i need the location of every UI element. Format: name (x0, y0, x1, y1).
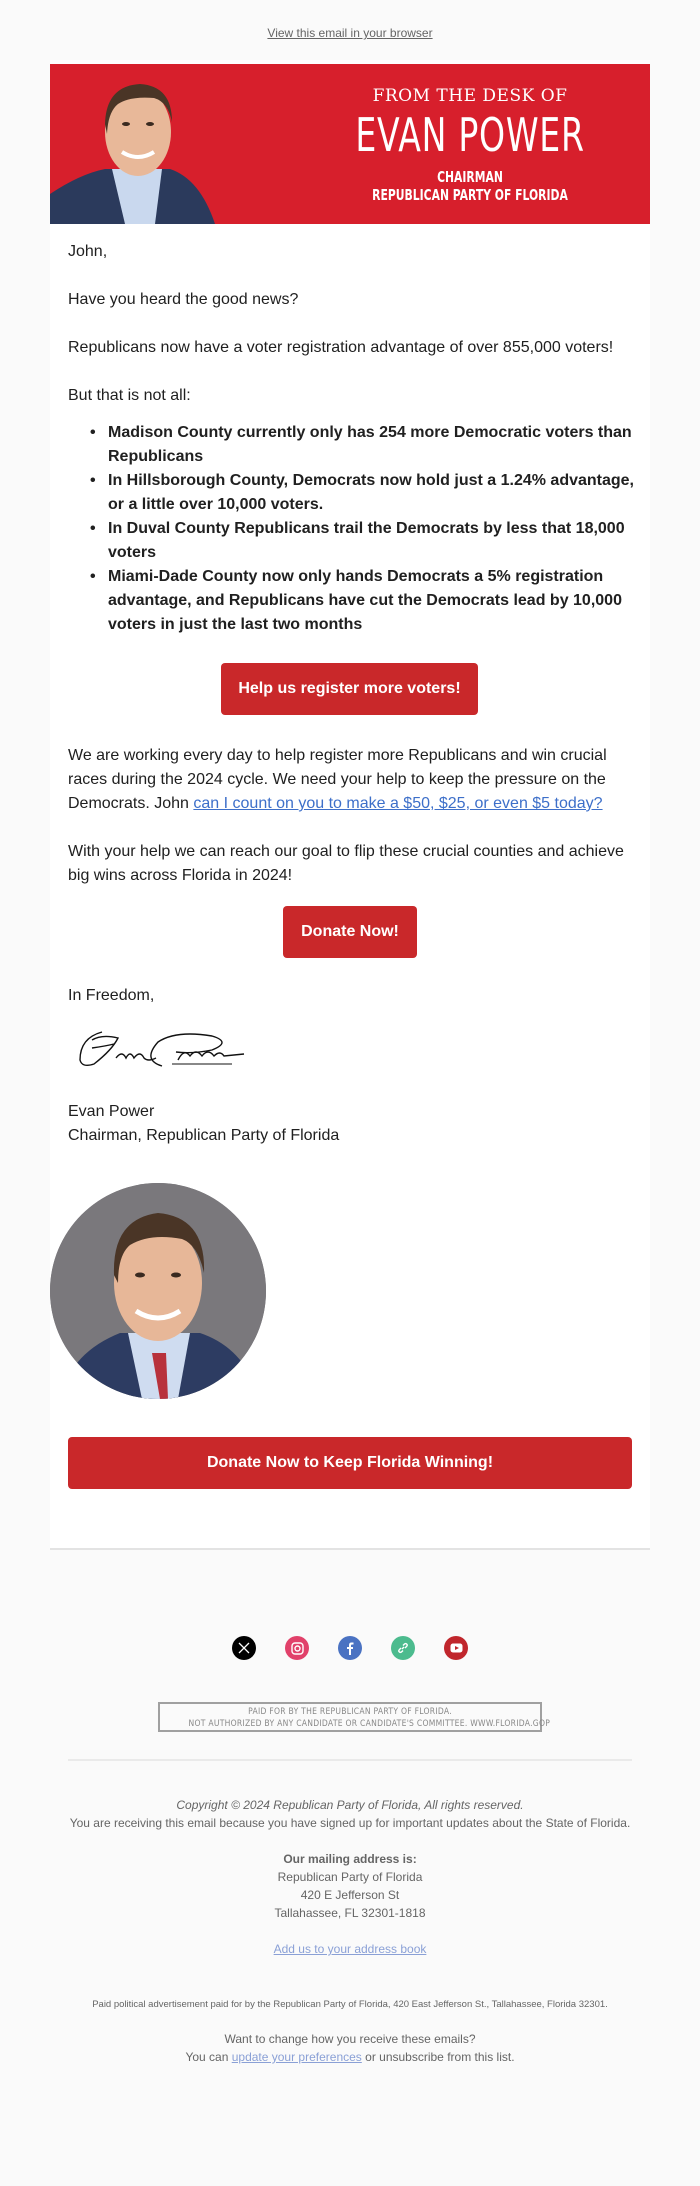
address-org: Republican Party of Florida (277, 1870, 423, 1884)
address-city: Tallahassee, FL 32301-1818 (274, 1906, 426, 1920)
list-item: • Miami-Dade County now only hands Democrats a 5% registration advantage, and Republicans have cut the Democrats lead by 10,000 voters in just the last two months (68, 565, 638, 637)
view-in-browser-link[interactable]: View this email in your browser (267, 26, 433, 40)
donate-keep-florida-winning-button[interactable]: Donate Now to Keep Florida Winning! (68, 1437, 632, 1489)
banner-org: REPUBLICAN PARTY OF FLORIDA (372, 186, 568, 204)
paragraph-2: Republicans now have a voter registration advantage of over 855,000 voters! (68, 339, 614, 356)
copyright: Copyright © 2024 Republican Party of Florida, All rights reserved. (176, 1798, 524, 1812)
signer-name: Evan Power (68, 1103, 155, 1120)
x-twitter-icon[interactable] (232, 1636, 256, 1660)
paid-advertisement-notice: Paid political advertisement paid for by the Republican Party of Florida, 420 East Jefferson St., Tallahassee, Florida 32301. (92, 1999, 608, 2010)
website-link-icon[interactable] (391, 1636, 415, 1660)
list-item: • Madison County currently only has 254 more Democratic voters than Republicans (68, 421, 638, 469)
footer-divider (68, 1759, 632, 1761)
preferences-row (0, 2048, 700, 2066)
closing: In Freedom, (68, 987, 155, 1004)
chairman-headshot-image (50, 1183, 266, 1399)
chairman-portrait-image (50, 64, 220, 224)
prefs-prefix: You can (185, 2050, 232, 2064)
address-book-row (0, 1940, 700, 1958)
donate-now-button[interactable]: Donate Now! (283, 906, 417, 958)
paragraph-1: Have you heard the good news? (68, 291, 299, 308)
list-item: • In Duval County Republicans trail the Democrats by less that 18,000 voters (68, 517, 638, 565)
social-links (0, 1636, 700, 1660)
greeting: John, (68, 243, 108, 260)
county-stats-list (68, 421, 638, 637)
preheader (0, 24, 700, 42)
youtube-icon[interactable] (444, 1636, 468, 1660)
email-body (50, 60, 650, 1550)
signature-image (72, 1020, 272, 1076)
address-street: 420 E Jefferson St (300, 1888, 400, 1902)
banner-title-block (290, 86, 650, 204)
facebook-icon[interactable] (338, 1636, 362, 1660)
signer-title: Chairman, Republican Party of Florida (68, 1127, 340, 1144)
list-item: • In Hillsborough County, Democrats now hold just a 1.24% advantage, or a little over 10,000 voters. (68, 469, 638, 517)
banner-role: CHAIRMAN (437, 168, 503, 186)
paragraph-5: With your help we can reach our goal to flip these crucial counties and achieve big wins across Florida in 2024! (68, 843, 624, 884)
disclaimer-line-1: PAID FOR BY THE REPUBLICAN PARTY OF FLORIDA. (248, 1707, 452, 1717)
register-voters-button[interactable]: Help us register more voters! (221, 663, 478, 715)
banner-pretitle: FROM THE DESK OF (372, 86, 568, 106)
update-preferences-link[interactable]: update your preferences (231, 2050, 362, 2064)
paragraph-4 (68, 744, 636, 816)
prefs-suffix: or unsubscribe from this list. (361, 2050, 515, 2064)
mailing-address-label: Our mailing address is: (283, 1852, 417, 1866)
change-email-question: Want to change how you receive these emails? (224, 2032, 476, 2046)
paragraph-3: But that is not all: (68, 387, 191, 404)
paragraph-4-text: We are working every day to help register more Republicans and win crucial races during the 2024 cycle. We need your help to keep the pressure on the Democrats. John (68, 747, 607, 812)
paid-for-disclaimer-box (158, 1702, 551, 1732)
donation-amount-link[interactable]: can I count on you to make a $50, $25, or even $5 today? (193, 795, 603, 812)
disclaimer-line-2: NOT AUTHORIZED BY ANY CANDIDATE OR CANDIDATE'S COMMITTEE. WWW.FLORIDA.GOP (188, 1719, 551, 1729)
header-banner (50, 64, 650, 224)
banner-name: EVAN POWER (355, 108, 585, 162)
subscription-reason: You are receiving this email because you have signed up for important updates about the State of Florida. (69, 1816, 631, 1830)
instagram-icon[interactable] (285, 1636, 309, 1660)
add-to-address-book-link[interactable]: Add us to your address book (273, 1942, 427, 1956)
